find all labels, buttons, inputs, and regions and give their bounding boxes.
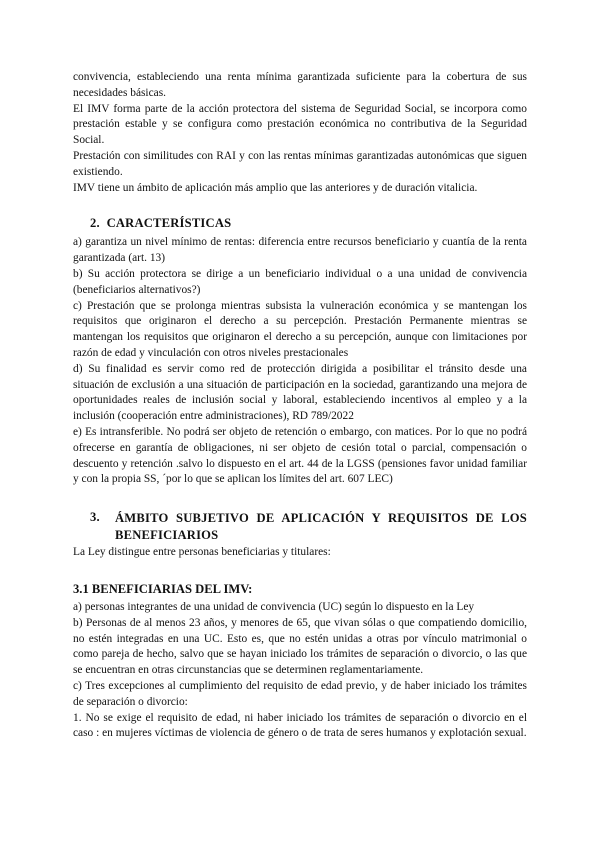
intro-paragraph-3: Prestación con similitudes con RAI y con las rentas mínimas garantizadas autonómicas que siguen existiendo. (73, 149, 527, 178)
section-3-1-heading: 3.1 BENEFICIARIAS DEL IMV: (73, 581, 253, 596)
beneficiaries-c-1: 1. No se exige el requisito de edad, ni haber iniciado los trámites de separación o divorcio en el caso : en mujeres víctimas de violencia de género o de trata de seres humanos y explotación sexual. (73, 711, 527, 740)
characteristic-a: a) garantiza un nivel mínimo de rentas: diferencia entre recursos beneficiario y cuantía de la renta garantizada (art. 13) (73, 236, 527, 265)
intro-paragraph-1: convivencia, estableciendo una renta mínima garantizada suficiente para la cobertura de sus necesidades básicas. (73, 71, 527, 99)
characteristic-d: d) Su finalidad es servir como red de protección dirigida a posibilitar el tránsito desde una situación de exclusión a una situación de participación en la sociedad, garantizando una mejora de oportunidades reales de inclusión social y laboral, estableciendo incentivos al empleo y a la inclusión (cooperación entre administraciones), RD 789/2022 (73, 362, 527, 423)
section-2-heading (73, 216, 527, 231)
beneficiaries-c: c) Tres excepciones al cumplimiento del requisito de edad previo, y de haber iniciado los trámites de separación o divorcio: (73, 679, 527, 708)
characteristic-c: c) Prestación que se prolonga mientras subsista la vulneración económica y se mantengan los requisitos que originaron el derecho a su percepción. Prestación Permanente mientras se mantengan los requisitos que originaron el derecho a su percepción, aunque con limitaciones por razón de edad y vinculación con otros niveles prestacionales (73, 299, 527, 359)
section-3-intro: La Ley distingue entre personas beneficiarias y titulares: (73, 546, 331, 559)
section-2-number: 2. (90, 216, 100, 231)
beneficiaries-b: b) Personas de al menos 23 años, y menores de 65, que vivan sólas o que compatiendo domicilio, no estén integradas en una UC. Esto es, que no estén unidas a otras por vínculo matrimonial o como pareja de hecho, salvo que se hayan iniciado los trámites de separación o divorcio, o las que se encuentran en otras circunstancias que se determinen reglamentariamente. (73, 616, 527, 677)
characteristic-b: b) Su acción protectora se dirige a un beneficiario individual o a una unidad de convivencia (beneficiarios alternativos?) (73, 267, 527, 296)
document-page (73, 70, 527, 742)
beneficiaries-a: a) personas integrantes de una unidad de convivencia (UC) según lo dispuesto en la Ley (73, 600, 475, 613)
intro-paragraph-2: El IMV forma parte de la acción protectora del sistema de Seguridad Social, se incorpora como prestación estable y se configura como prestación económica no contributiva de la Seguridad Social. (73, 102, 527, 147)
characteristic-e: e) Es intransferible. No podrá ser objeto de retención o embargo, con matices. Por lo que no podrá ofrecerse en garantía de obligaciones, ni ser objeto de cesión total o parcial, compensación o descuento y retención .salvo lo dispuesto en el art. 44 de la LGSS (pensiones favor unidad familiar y con la propia SS, ´por lo que se aplican los límites del art. 607 LEC) (73, 425, 527, 486)
intro-paragraph-4: IMV tiene un ámbito de aplicación más amplio que las anteriores y de duración vitalicia. (73, 181, 478, 194)
section-3-title: ÁMBITO SUBJETIVO DE APLICACIÓN Y REQUISITOS DE LOS BENEFICIARIOS (115, 511, 527, 542)
section-3-number: 3. (90, 510, 100, 525)
section-3-heading (73, 510, 527, 543)
section-2-title: CARACTERÍSTICAS (106, 216, 232, 231)
